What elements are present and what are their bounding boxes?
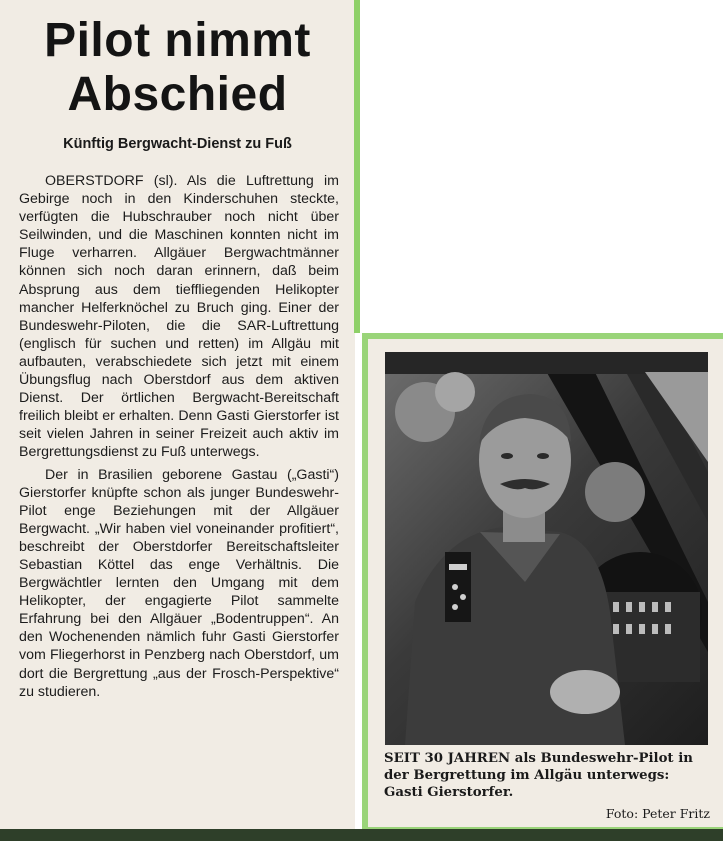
subheadline: Künftig Bergwacht-Dienst zu Fuß	[63, 136, 292, 152]
article-body	[19, 172, 339, 701]
pilot-illustration	[385, 352, 708, 745]
paragraph-2: Der in Brasilien geborene Gastau („Gasti“) Gierstorfer knüpfte schon als junger Bundeswehr-Pilot enge Beziehungen mit der Allgäuer Bergwacht. „Wir haben viel voneinander profitiert“, beschreibt der Oberstdorfer Bereitschaftsleiter Sebastian Köttel das enge Verhältnis. Die Bergwächtler lernten den Umgang mit dem Helikopter, der engagierte Pilot sammelte Erfahrung bei den Allgäuer „Bodentruppen“. An den Wochenenden nämlich fuhr Gasti Gierstorfer vom Fliegerhorst in Penzberg nach Oberstdorf, um dort die Bergrettung „aus der Frosch-Perspektive“ zu studieren.	[19, 466, 339, 700]
headline	[0, 14, 355, 122]
caption-lead: SEIT 30 JAHREN	[384, 751, 511, 766]
caption-rest: als Bundeswehr-Pilot in der Bergrettung im Allgäu unterwegs: Gasti Gierstorfer.	[384, 751, 693, 800]
headline-line-1: Pilot nimmt	[44, 14, 311, 67]
paragraph-1: OBERSTDORF (sl). Als die Luftrettung im Gebirge noch in den Kinderschuhen steckte, verfügten die Hubschrauber noch nicht über Seilwinden, und die Maschinen konnten nicht im Fluge verharren. Allgäuer Bergwachtmänner können sich noch daran erinnern, daß beim Absprung aus dem tieffliegenden Helikopter mancher Helferknöchel zu Bruch ging. Einer der Bundeswehr-Piloten, die die SAR-Luftrettung (englisch für suchen und retten) im Allgäu mit aufbauten, verabschiedete sich jetzt mit einem Übungsflug nach Oberstdorf aus dem aktiven Dienst. Der örtlichen Bergwacht-Bereitschaft freilich bleibt er erhalten. Denn Gasti Gierstorfer ist seit vielen Jahren in seiner Freizeit auch aktiv im Bergrettungsdienst zu Fuß unterwegs.	[19, 173, 339, 461]
bottom-band	[0, 829, 723, 841]
photo-credit: Foto: Peter Fritz	[605, 806, 710, 821]
photo-caption	[384, 750, 712, 801]
pilot-photo	[385, 352, 708, 745]
headline-line-2: Abschied	[67, 68, 288, 121]
